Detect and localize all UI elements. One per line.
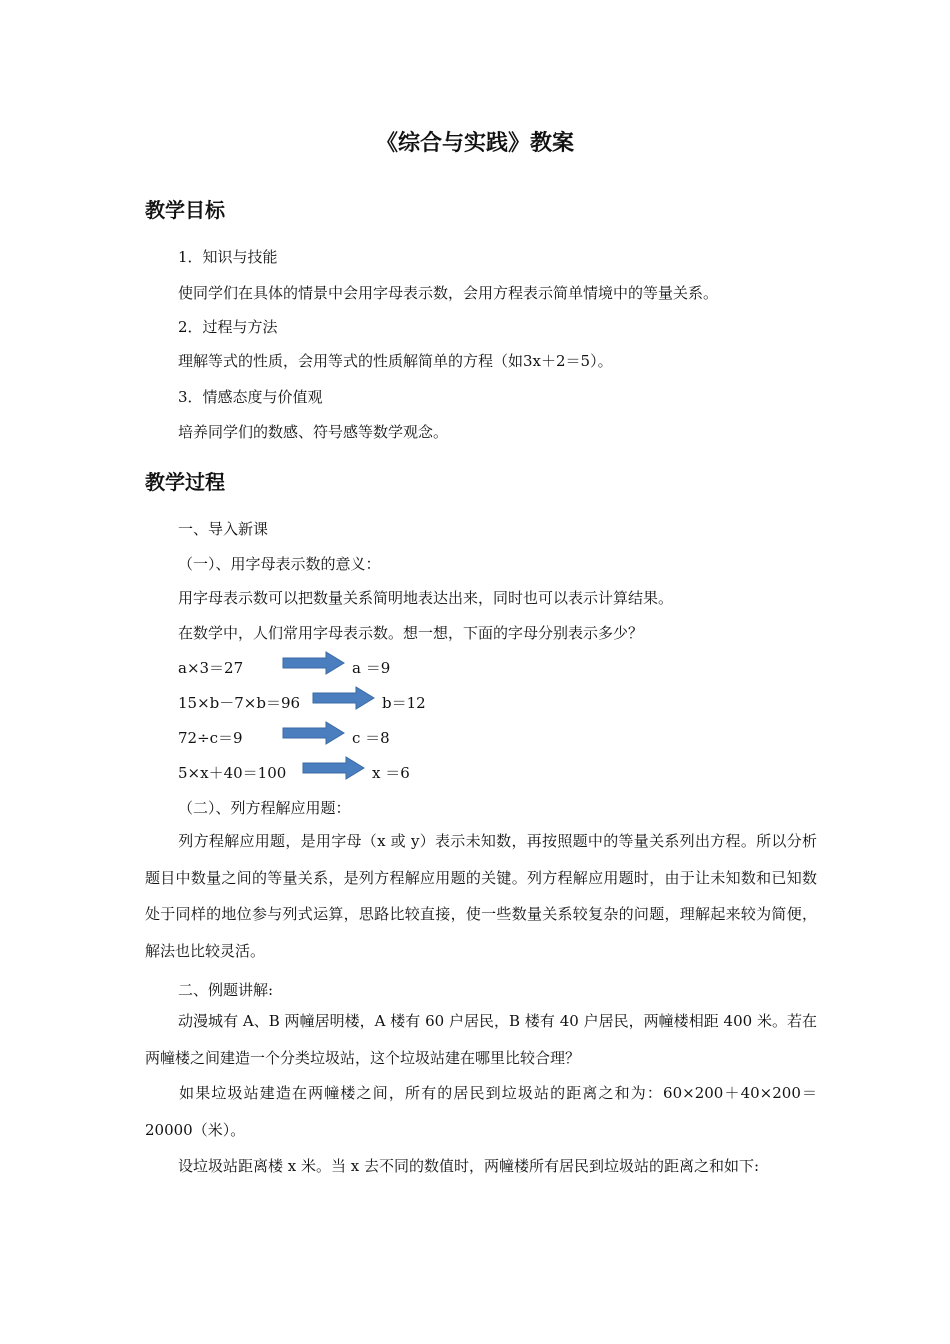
example-paragraph-3-text: 设垃圾站距离楼 x 米。当 x 去不同的数值时，两幢楼所有居民到垃圾站的距离之和如下: (178, 1157, 760, 1175)
example-paragraph-1-text: 动漫城有 A、B 两幢居明楼，A 楼有 60 户居民，B 楼有 40 户居民，两幢楼相距 400 米。若在两幢楼之间建造一个分类垃圾站，这个垃圾站建在哪里比较合理？ (145, 1012, 817, 1067)
equation-3: 72÷c＝9 (178, 729, 243, 747)
result-3: c ＝8 (352, 729, 390, 747)
goal-text-1: 使同学们在具体的情景中会用字母表示数，会用方程表示简单情境中的等量关系。 (178, 284, 719, 302)
heading-teaching-goals: 教学目标 (145, 198, 225, 222)
goal-label-3: 3．情感态度与价值观 (178, 388, 323, 406)
sub1-heading: （一）、用字母表示数的意义： (178, 555, 381, 573)
arrow-right-icon (312, 686, 376, 710)
part1-heading: 一、导入新课 (178, 520, 269, 538)
goal-text-3: 培养同学们的数感、符号感等数学观念。 (178, 423, 449, 441)
example-paragraph-2-text: 如果垃圾站建造在两幢楼之间，所有的居民到垃圾站的距离之和为：60×200＋40×200＝20000（米）。 (145, 1084, 817, 1139)
goal-label-2: 2．过程与方法 (178, 318, 278, 336)
sub2-paragraph (145, 823, 817, 969)
heading-teaching-process: 教学过程 (145, 470, 225, 494)
equation-2: 15×b－7×b＝96 (178, 694, 301, 712)
arrow-right-icon (282, 721, 346, 745)
sub2-heading: （二）、列方程解应用题： (178, 799, 351, 817)
goal-label-1: 1．知识与技能 (178, 248, 278, 266)
part2-heading: 二、例题讲解: (178, 981, 274, 999)
arrow-right-icon (302, 756, 366, 780)
example-paragraph-1 (145, 1003, 817, 1076)
sub2-paragraph-text: 列方程解应用题，是用字母（x 或 y）表示未知数，再按照题中的等量关系列出方程。所以分析题目中数量之间的等量关系，是列方程解应用题的关键。列方程解应用题时，由于让未知数和已知数处于同样的地位参与列式运算，思路比较直接，使一些数量关系较复杂的问题，理解起来较为简便，解法也比较灵活。 (145, 832, 817, 960)
result-4: x ＝6 (372, 764, 410, 782)
result-1: a ＝9 (352, 659, 391, 677)
sub1-paragraph-1: 用字母表示数可以把数量关系简明地表达出来，同时也可以表示计算结果。 (178, 589, 674, 607)
example-paragraph-2 (145, 1075, 817, 1148)
result-2: b＝12 (382, 694, 426, 712)
arrow-right-icon (282, 651, 346, 675)
sub1-paragraph-2: 在数学中，人们常用字母表示数。想一想，下面的字母分别表示多少？ (178, 624, 644, 642)
equation-4: 5×x＋40＝100 (178, 764, 287, 782)
example-paragraph-3 (145, 1148, 817, 1185)
page-title: 《综合与实践》教案 (375, 131, 574, 156)
equation-1: a×3＝27 (178, 659, 244, 677)
goal-text-2: 理解等式的性质，会用等式的性质解简单的方程（如3x＋2＝5）。 (178, 352, 613, 370)
